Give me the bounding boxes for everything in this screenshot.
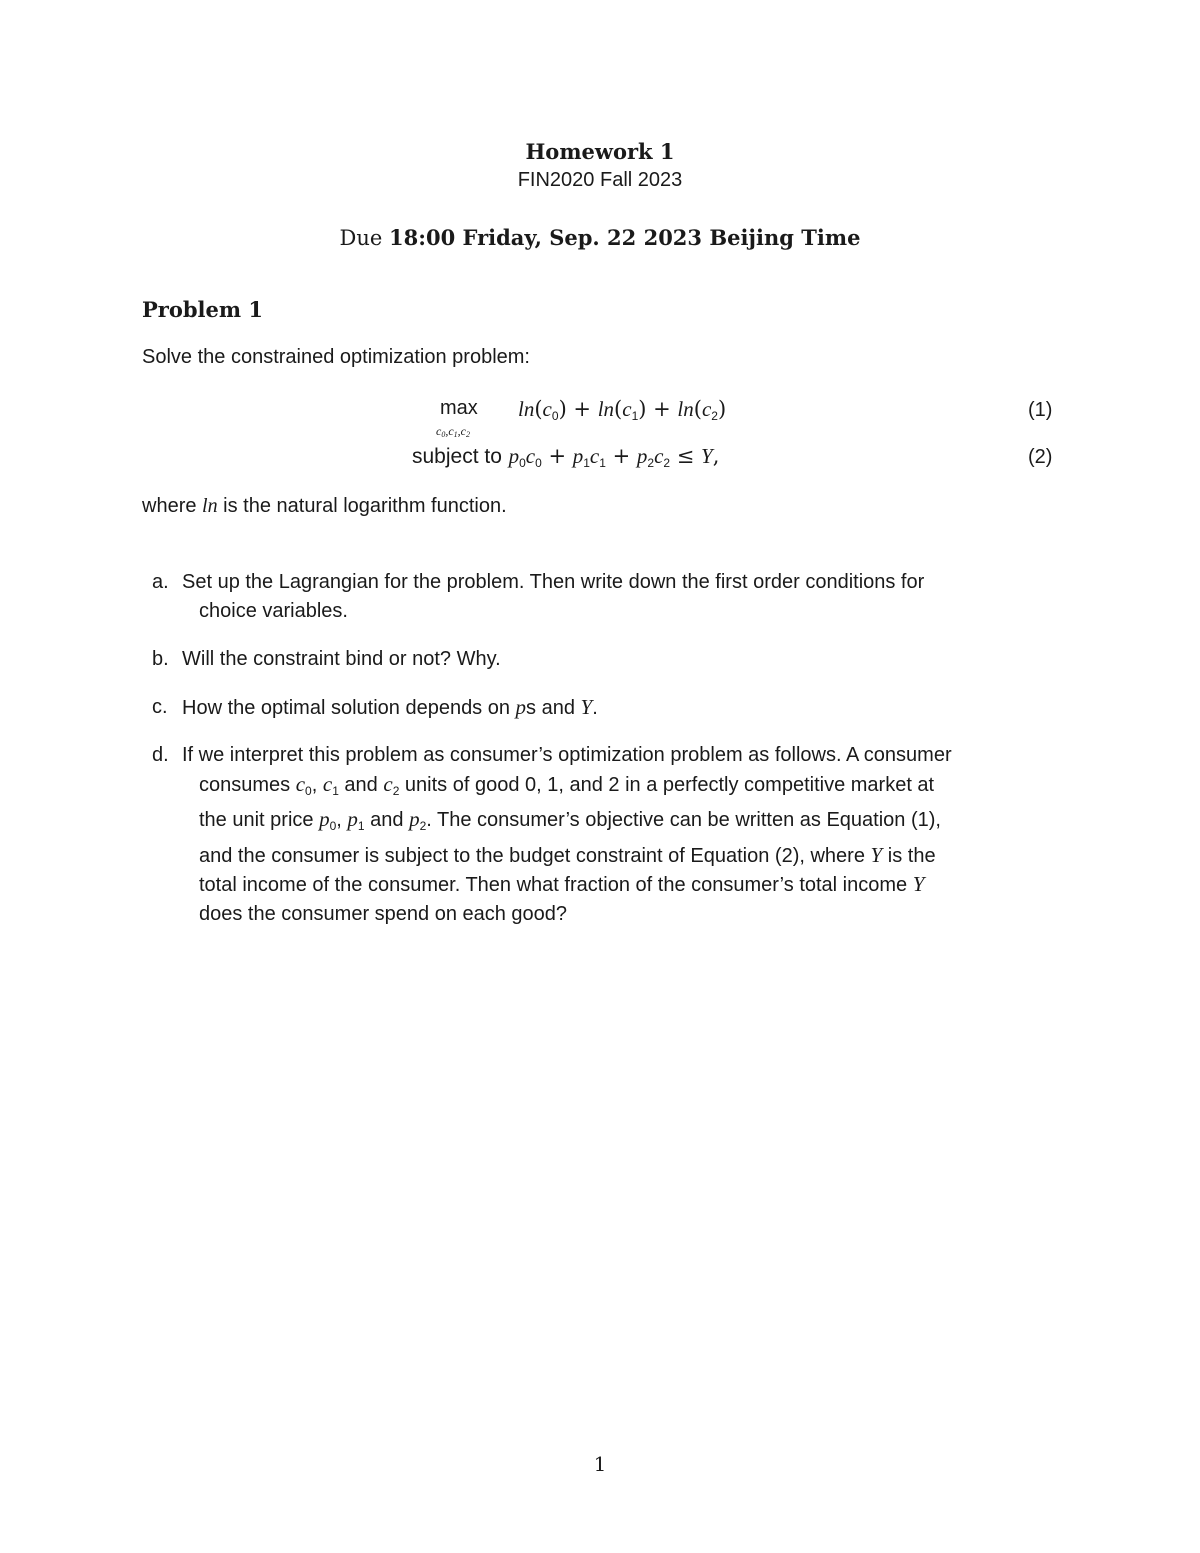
item-a-line-1: Set up the Lagrangian for the problem. Then write down the first order conditions for	[182, 571, 925, 593]
item-b-line-1: Will the constraint bind or not? Why.	[182, 648, 501, 670]
item-d-line-5-a: total income of the consumer. Then what fraction of the consumer’s total income	[199, 874, 913, 896]
due-rest: Friday, Sep. 22 2023 Beijing Time	[455, 225, 861, 250]
item-label-b: b.	[152, 648, 169, 670]
equation-number-1: (1)	[1028, 399, 1053, 421]
item-d-line-3-a: the unit price	[199, 809, 320, 831]
list-item-a	[152, 568, 1062, 625]
where-note	[142, 495, 507, 518]
item-d-line-6: does the consumer spend on each good?	[199, 902, 568, 925]
course-subtitle: FIN2020 Fall 2023	[517, 169, 683, 191]
due-date-line	[0, 225, 1200, 250]
item-c-text-after: .	[592, 697, 598, 719]
item-a-line-2: choice variables.	[199, 599, 348, 622]
max-operator: max	[440, 397, 478, 419]
budget-constraint: subject to $p_0c_0 + p_1c_1 + p_2c_2 \le Y$,	[412, 444, 720, 470]
item-d-line-1: If we interpret this problem as consumer’s optimization problem as follows. A consumer	[182, 744, 952, 766]
equation-number-2: (2)	[1028, 446, 1053, 468]
item-d-line-2-b: and	[338, 773, 384, 796]
item-c-text-mid: s and	[526, 697, 581, 719]
where-variable: ln	[202, 495, 218, 517]
item-d-line-2-c: units of good 0, 1, and 2 in a perfectly competitive market at	[399, 773, 935, 796]
problem-heading: Problem 1	[142, 297, 264, 322]
item-d-line-4-a: and the consumer is subject to the budget constraint of Equation (2), where	[199, 844, 871, 867]
list-item-d	[152, 741, 1062, 928]
homework-title: Homework 1	[525, 139, 675, 164]
due-prefix: Due	[339, 226, 390, 250]
item-label-a: a.	[152, 571, 169, 593]
problem-intro: Solve the constrained optimization problem:	[142, 346, 530, 368]
page-number: 1	[593, 1452, 607, 1476]
item-d-line-3: the unit price $p_0$, $p_1$ and $p_2$. The consumer’s objective can be written as Equation (1),	[199, 807, 941, 833]
item-c-var-p: p	[515, 695, 527, 719]
due-time: 18:00	[389, 225, 456, 250]
item-label-d: d.	[152, 744, 169, 766]
constraint-label: subject to	[412, 445, 502, 468]
list-item-b	[152, 645, 1062, 674]
item-c-text-before: How the optimal solution depends on	[182, 697, 516, 719]
item-label-c: c.	[152, 696, 168, 718]
where-prefix: where	[142, 495, 203, 517]
item-d-line-3-c: . The consumer’s objective can be written as Equation (1),	[426, 809, 941, 831]
list-item-c	[152, 693, 1062, 723]
max-subscript: $c_0,c_1,c_2$	[436, 424, 470, 439]
item-d-line-4: and the consumer is subject to the budget constraint of Equation (2), where Y is the	[199, 842, 936, 867]
item-d-line-3-b: and	[364, 809, 410, 831]
where-suffix: is the natural logarithm function.	[217, 495, 507, 517]
item-d-line-5: total income of the consumer. Then what fraction of the consumer’s total income Y	[199, 872, 925, 896]
item-d-line-4-b: is the	[882, 844, 936, 867]
objective-function: $\ln(c_0) + \ln(c_1) + \ln(c_2)$	[518, 397, 727, 423]
item-c-var-y: Y	[580, 695, 593, 719]
item-d-line-2: consumes $c_0$, $c_1$ and $c_2$ units of good 0, 1, and 2 in a perfectly competitive market at	[199, 771, 935, 798]
item-d-line-2-a: consumes	[199, 773, 296, 796]
